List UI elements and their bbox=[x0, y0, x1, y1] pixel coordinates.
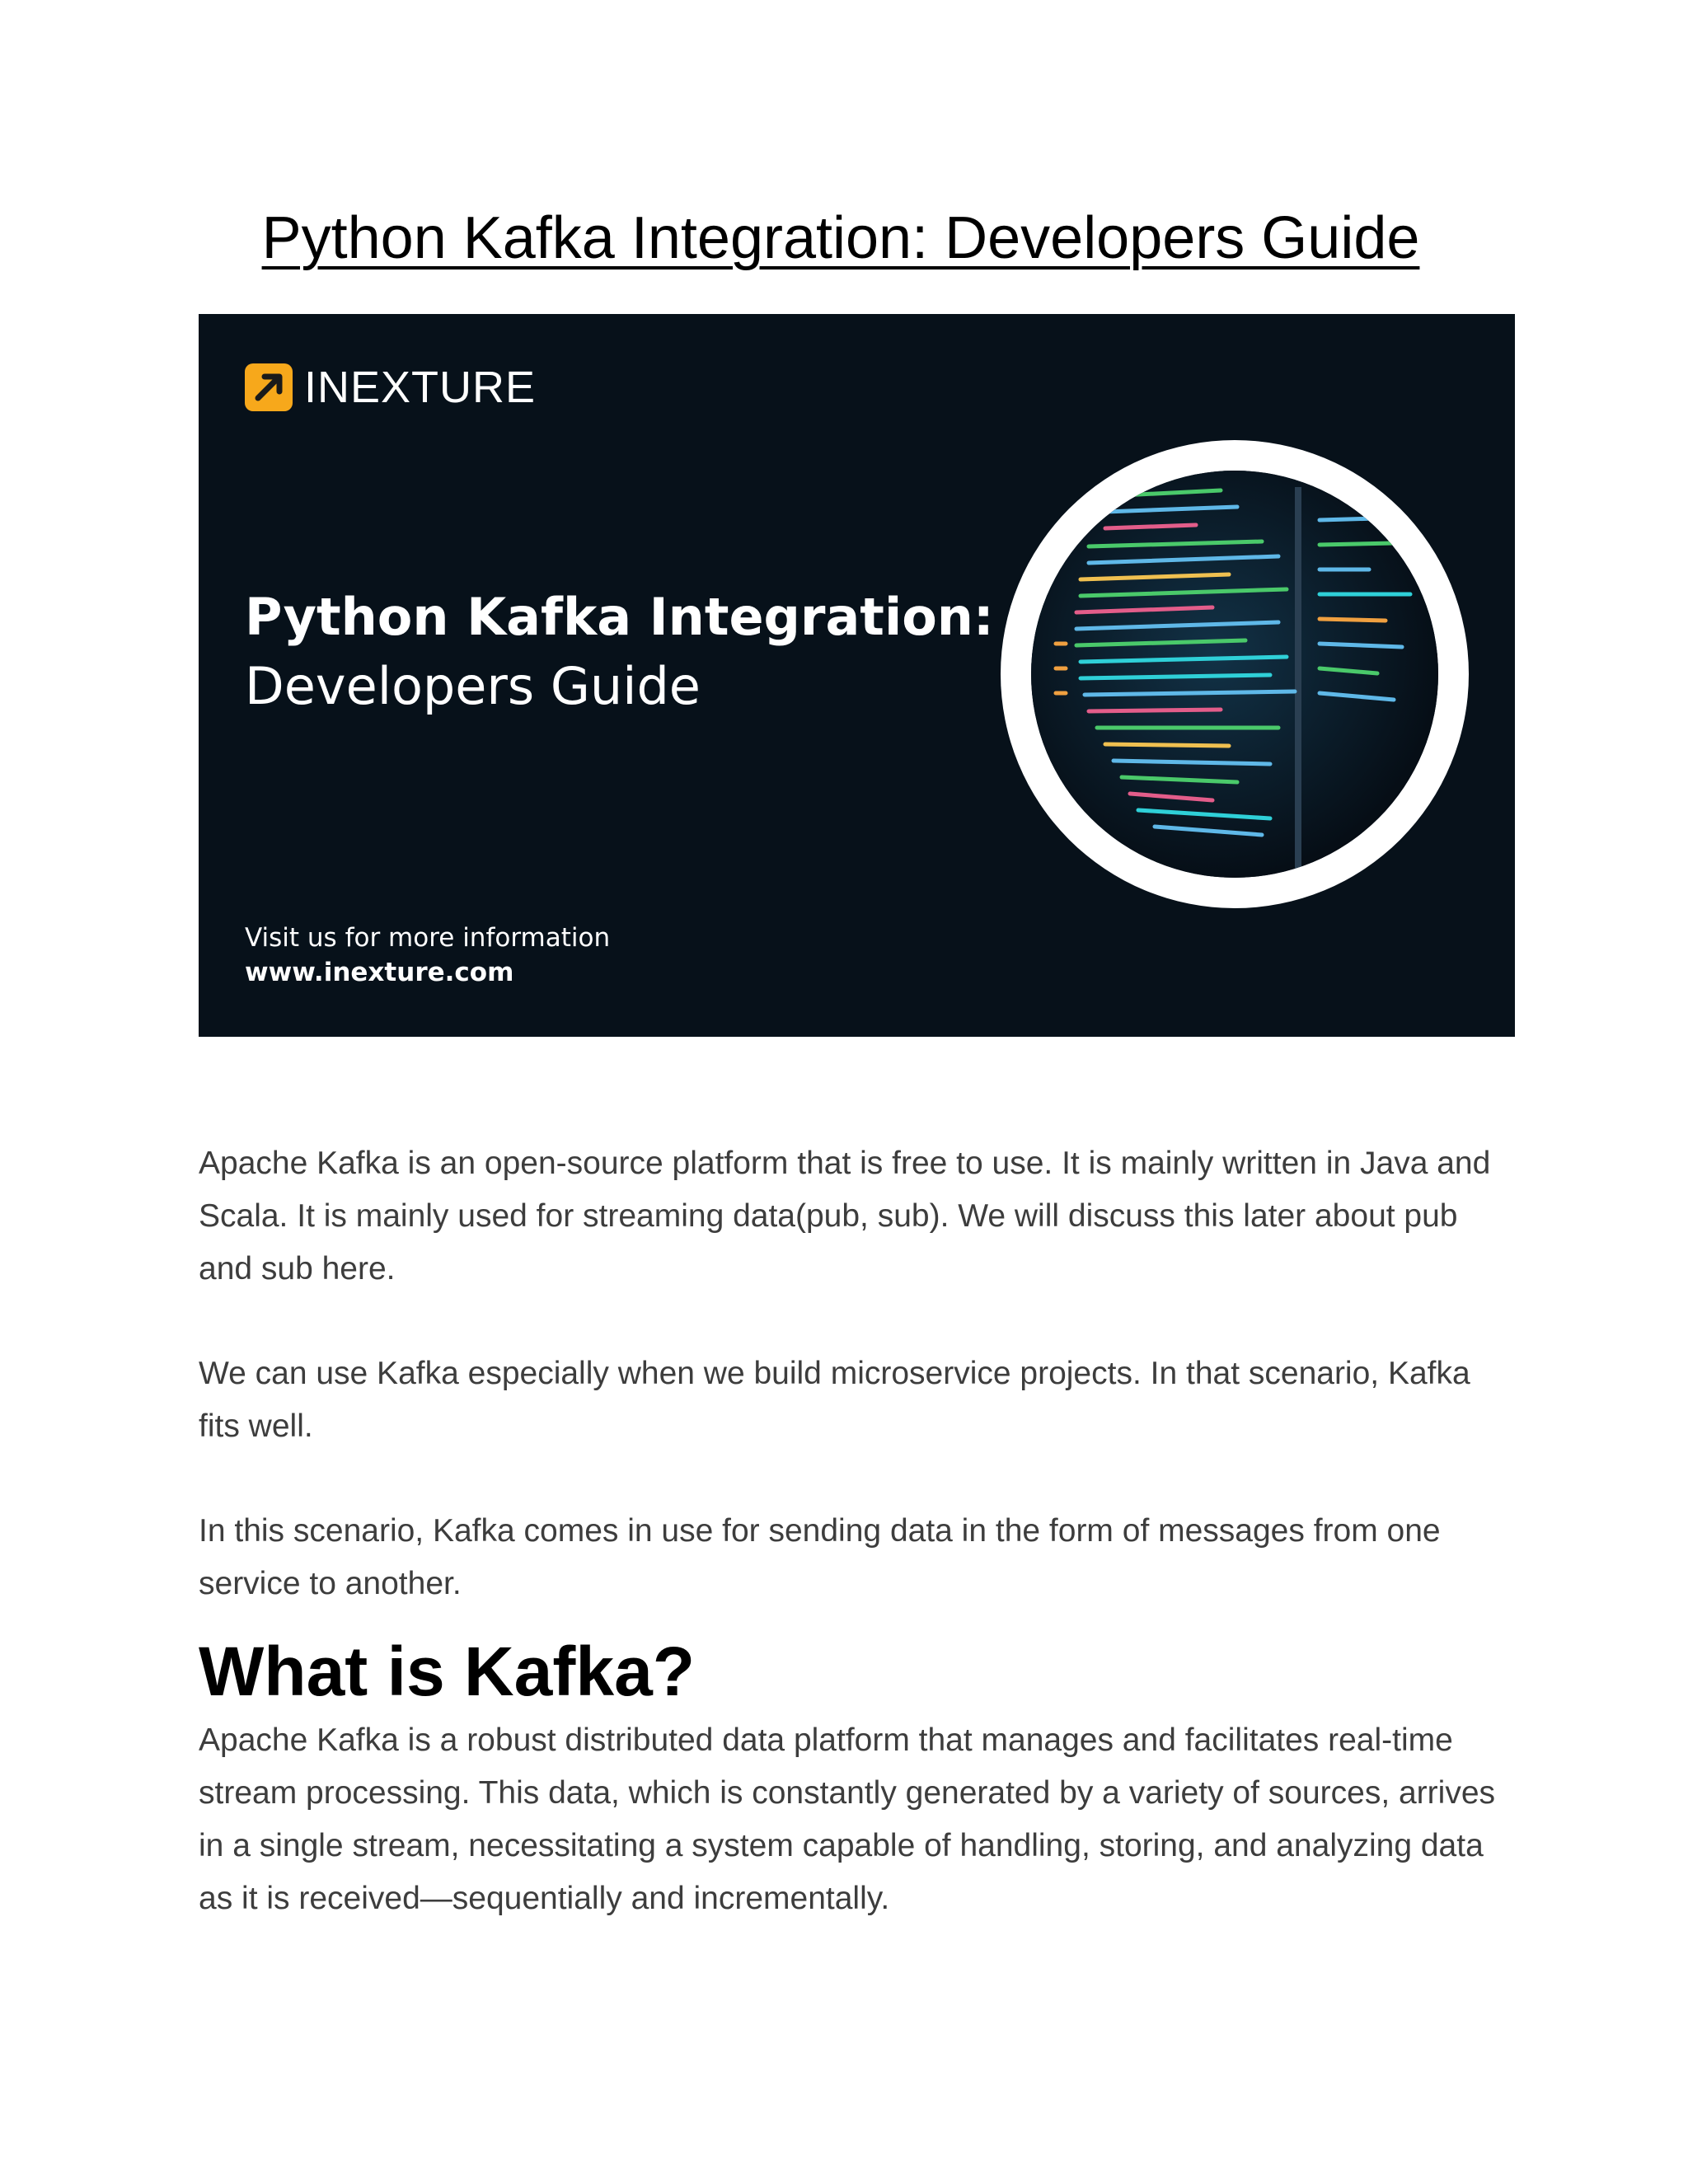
code-image-frame bbox=[1001, 440, 1469, 908]
hero-banner bbox=[199, 314, 1515, 1037]
intro-paragraph-3: In this scenario, Kafka comes in use for sending data in the form of messages from one service to another. bbox=[199, 1513, 1441, 1601]
document-title bbox=[0, 201, 1681, 275]
brand-name: INEXTURE bbox=[304, 363, 537, 412]
brand-logo bbox=[245, 362, 536, 413]
document-title-text: Python Kafka Integration: Developers Guide bbox=[261, 205, 1420, 271]
intro-paragraph-2: We can use Kafka especially when we build microservice projects. In that scenario, Kafka fits well. bbox=[199, 1356, 1470, 1444]
banner-footer bbox=[245, 921, 610, 990]
banner-footer-text: Visit us for more information bbox=[245, 923, 611, 953]
banner-title-line2: Developers Guide bbox=[245, 656, 701, 716]
code-screen-image bbox=[1031, 471, 1438, 878]
banner-title-line1: Python Kafka Integration: bbox=[245, 587, 994, 647]
intro-paragraph-1: Apache Kafka is an open-source platform that is free to use. It is mainly written in Java and Scala. It is mainly used for streaming data(pub, sub). We will discuss this later about pub and sub here. bbox=[199, 1146, 1491, 1286]
banner-title bbox=[245, 583, 994, 721]
section-paragraph: Apache Kafka is a robust distributed data platform that manages and facilitates real-time stream processing. This data, which is constantly generated by a variety of sources, arrives in a single stream, necessitating a system capable of handling, storing, and analyzing data as it is received—sequentially and incrementally. bbox=[199, 1722, 1496, 1916]
section-heading: What is Kafka? bbox=[199, 1633, 696, 1710]
banner-url: www.inexture.com bbox=[245, 958, 514, 987]
arrow-logo-icon bbox=[245, 363, 293, 411]
